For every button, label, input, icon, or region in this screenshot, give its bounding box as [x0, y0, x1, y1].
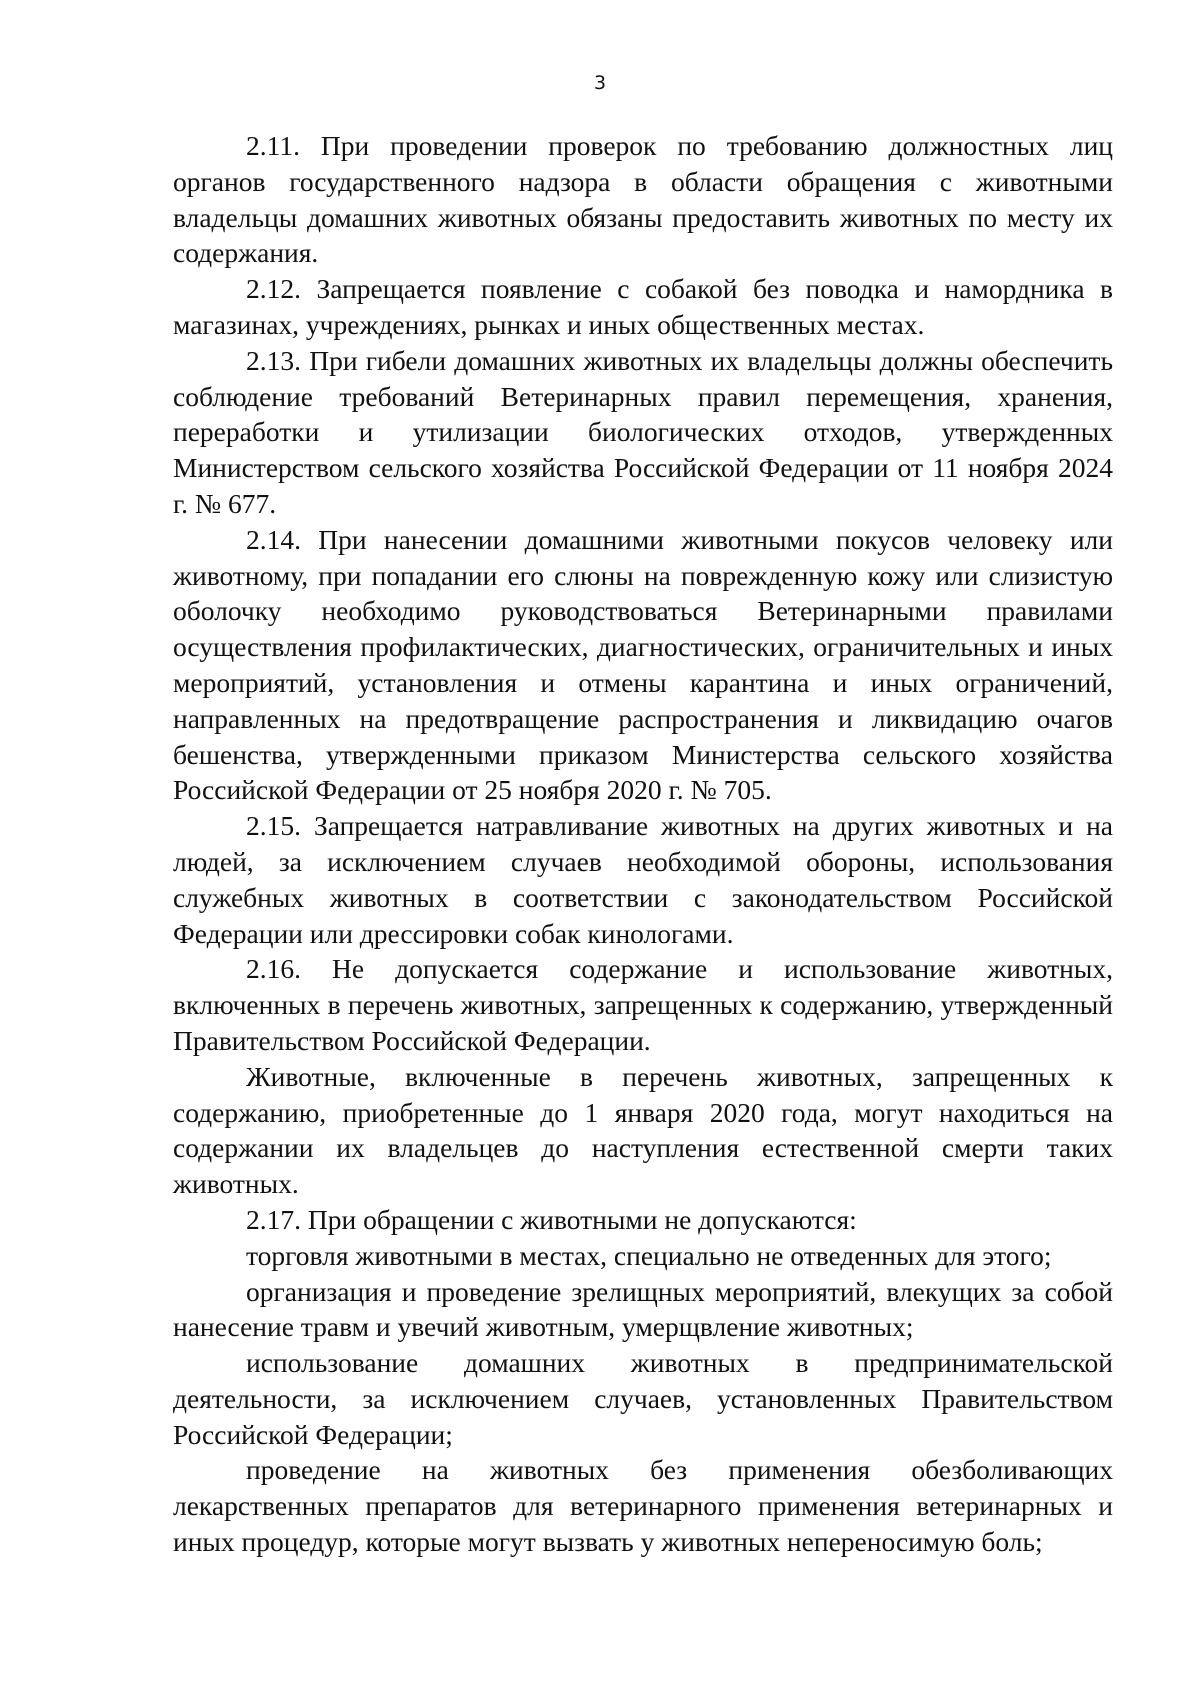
list-item-trade: торговля животными в местах, специально не отведенных для этого; [246, 1239, 1052, 1271]
paragraph-2-15: 2.15. Запрещается натравливание животных на других животных и на людей, за исключением случаев необходимой обороны, использования служебных животных в соответствии с законодательством Российской Федерации или дрессировки собак кинологами. [173, 810, 1113, 949]
paragraph-2-12: 2.12. Запрещается появление с собакой без поводка и намордника в магазинах, учреждениях, рынках и иных общественных местах. [173, 273, 1113, 340]
paragraph-2-13: 2.13. При гибели домашних животных их владельцы должны обеспечить соблюдение требований Ветеринарных правил перемещения, хранения, переработки и утилизации биологических отходов, утвержденных Министерством сельского хозяйства Российской Федерации от 11 ноября 2024 г. № 677. [173, 344, 1113, 519]
list-item-spectacles: организация и проведение зрелищных мероприятий, влекущих за собой нанесение травм и увечий животным, умерщвление животных; [173, 1275, 1113, 1343]
document-body [173, 128, 1113, 1560]
paragraph-2-11: 2.11. При проведении проверок по требованию должностных лиц органов государственного надзора в области обращения с животными владельцы домашних животных обязаны предоставить животных по месту их содержания. [173, 130, 1113, 269]
list-item-procedures: проведение на животных без применения обезболивающих лекарственных препаратов для ветеринарного применения ветеринарных и иных процедур, которые могут вызвать у животных непереносимую боль; [173, 1454, 1113, 1558]
paragraph-2-14: 2.14. При нанесении домашними животными покусов человеку или животному, при попадании его слюны на поврежденную кожу или слизистую оболочку необходимо руководствоваться Ветеринарными правилами осуществления профилактических, диагностических, ограничительных и иных мероприятий, установления и отмены карантина и иных ограничений, направленных на предотвращение распространения и ликвидацию очагов бешенства, утвержденными приказом Министерства сельского хозяйства Российской Федерации от 25 ноября 2020 г. № 705. [173, 523, 1113, 806]
paragraph-2-16-continued: Животные, включенные в перечень животных, запрещенных к содержанию, приобретенные до 1 января 2020 года, могут находиться на содержании их владельцев до наступления естественной смерти таких животных. [173, 1060, 1113, 1200]
paragraph-2-17: 2.17. При обращении с животными не допускаются: [246, 1203, 857, 1235]
page-number: 3 [593, 72, 607, 94]
list-item-business-use: использование домашних животных в предпринимательской деятельности, за исключением случаев, установленных Правительством Российской Федерации; [173, 1347, 1113, 1450]
paragraph-2-16: 2.16. Не допускается содержание и использование животных, включенных в перечень животных, запрещенных к содержанию, утвержденный Правительством Российской Федерации. [173, 953, 1113, 1056]
